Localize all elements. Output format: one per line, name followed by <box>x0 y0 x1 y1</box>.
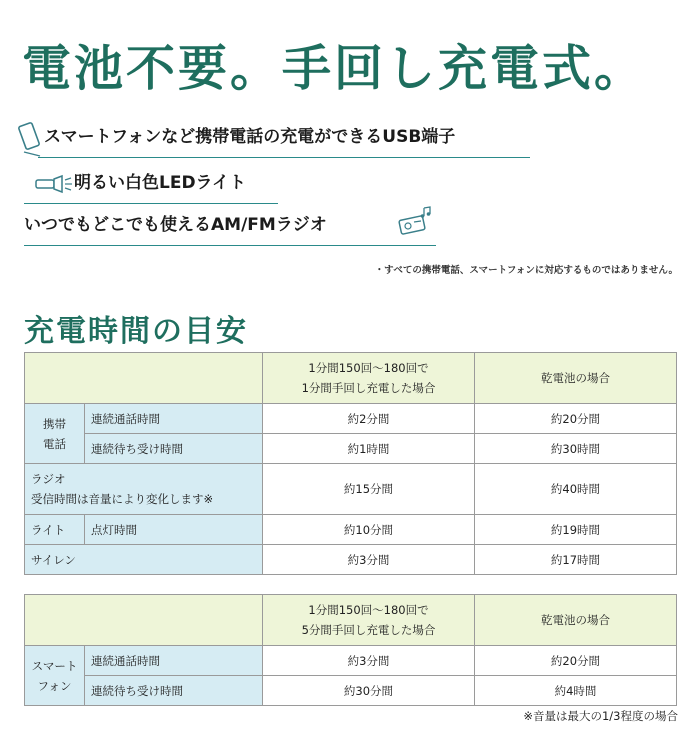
row-label: 連続待ち受け時間 <box>85 676 263 706</box>
category-siren: サイレン <box>25 545 263 575</box>
header-hand-crank-line2: 5分間手回し充電した場合 <box>301 623 436 637</box>
value-hand: 約3分間 <box>263 646 475 676</box>
feature-usb <box>14 124 530 158</box>
value-hand: 約2分間 <box>263 404 475 434</box>
feature-led <box>14 170 278 204</box>
value-battery: 約19時間 <box>475 515 677 545</box>
header-hand-crank <box>263 353 475 404</box>
table-row <box>25 515 677 545</box>
table-row <box>25 404 677 434</box>
row-label: 連続通話時間 <box>85 646 263 676</box>
value-battery: 約30時間 <box>475 434 677 464</box>
feature-usb-rule <box>38 157 530 158</box>
charge-time-table <box>24 352 677 575</box>
header-hand-crank <box>263 595 475 646</box>
category-radio-line1: ラジオ <box>31 472 66 486</box>
category-smartphone-line1: スマート <box>31 658 78 673</box>
table-row <box>25 464 677 515</box>
category-light: ライト <box>25 515 85 545</box>
header-hand-crank-line1: 1分間150回〜180回で <box>308 603 429 617</box>
compatibility-note: ・すべての携帯電話、スマートフォンに対応するものではありません。 <box>374 265 678 276</box>
table-header-row <box>25 595 677 646</box>
header-hand-crank-line1: 1分間150回〜180回で <box>308 361 429 375</box>
value-battery: 約40時間 <box>475 464 677 515</box>
value-hand: 約15分間 <box>263 464 475 515</box>
category-radio <box>25 464 263 515</box>
value-battery: 約20分間 <box>475 646 677 676</box>
value-battery: 約4時間 <box>475 676 677 706</box>
value-hand: 約30分間 <box>263 676 475 706</box>
table-row <box>25 646 677 676</box>
feature-led-rule <box>24 203 278 204</box>
category-smartphone-line2: フォン <box>37 678 72 693</box>
table-row <box>25 545 677 575</box>
header-empty-cell <box>25 595 263 646</box>
smartphone-icon <box>16 122 46 158</box>
category-phone <box>25 404 85 464</box>
table-row <box>25 676 677 706</box>
table-header-row <box>25 353 677 404</box>
category-phone-line2: 電話 <box>43 436 66 451</box>
flashlight-icon <box>34 172 74 196</box>
feature-radio-rule <box>24 245 436 246</box>
header-battery: 乾電池の場合 <box>475 595 677 646</box>
smartphone-charge-table <box>24 594 677 706</box>
value-hand: 約1時間 <box>263 434 475 464</box>
value-hand: 約10分間 <box>263 515 475 545</box>
table-row <box>25 434 677 464</box>
feature-led-text: 明るい白色LEDライト <box>74 173 247 193</box>
section-title: 充電時間の目安 <box>24 314 248 349</box>
headline: 電池不要。手回し充電式。 <box>22 40 647 97</box>
category-phone-line1: 携帯 <box>43 416 66 431</box>
category-smartphone <box>25 646 85 706</box>
value-battery: 約17時間 <box>475 545 677 575</box>
value-battery: 約20分間 <box>475 404 677 434</box>
footnote: ※音量は最大の1/3程度の場合 <box>523 709 678 723</box>
feature-usb-text: スマートフォンなど携帯電話の充電ができるUSB端子 <box>44 127 456 147</box>
radio-icon <box>396 204 436 240</box>
header-battery: 乾電池の場合 <box>475 353 677 404</box>
row-label: 連続待ち受け時間 <box>85 434 263 464</box>
value-hand: 約3分間 <box>263 545 475 575</box>
header-hand-crank-line2: 1分間手回し充電した場合 <box>301 381 436 395</box>
feature-radio <box>14 212 436 246</box>
category-radio-line2: 受信時間は音量により変化します※ <box>31 492 214 506</box>
header-empty-cell <box>25 353 263 404</box>
feature-radio-text: いつでもどこでも使えるAM/FMラジオ <box>24 215 327 235</box>
row-label: 連続通話時間 <box>85 404 263 434</box>
row-label: 点灯時間 <box>85 515 263 545</box>
